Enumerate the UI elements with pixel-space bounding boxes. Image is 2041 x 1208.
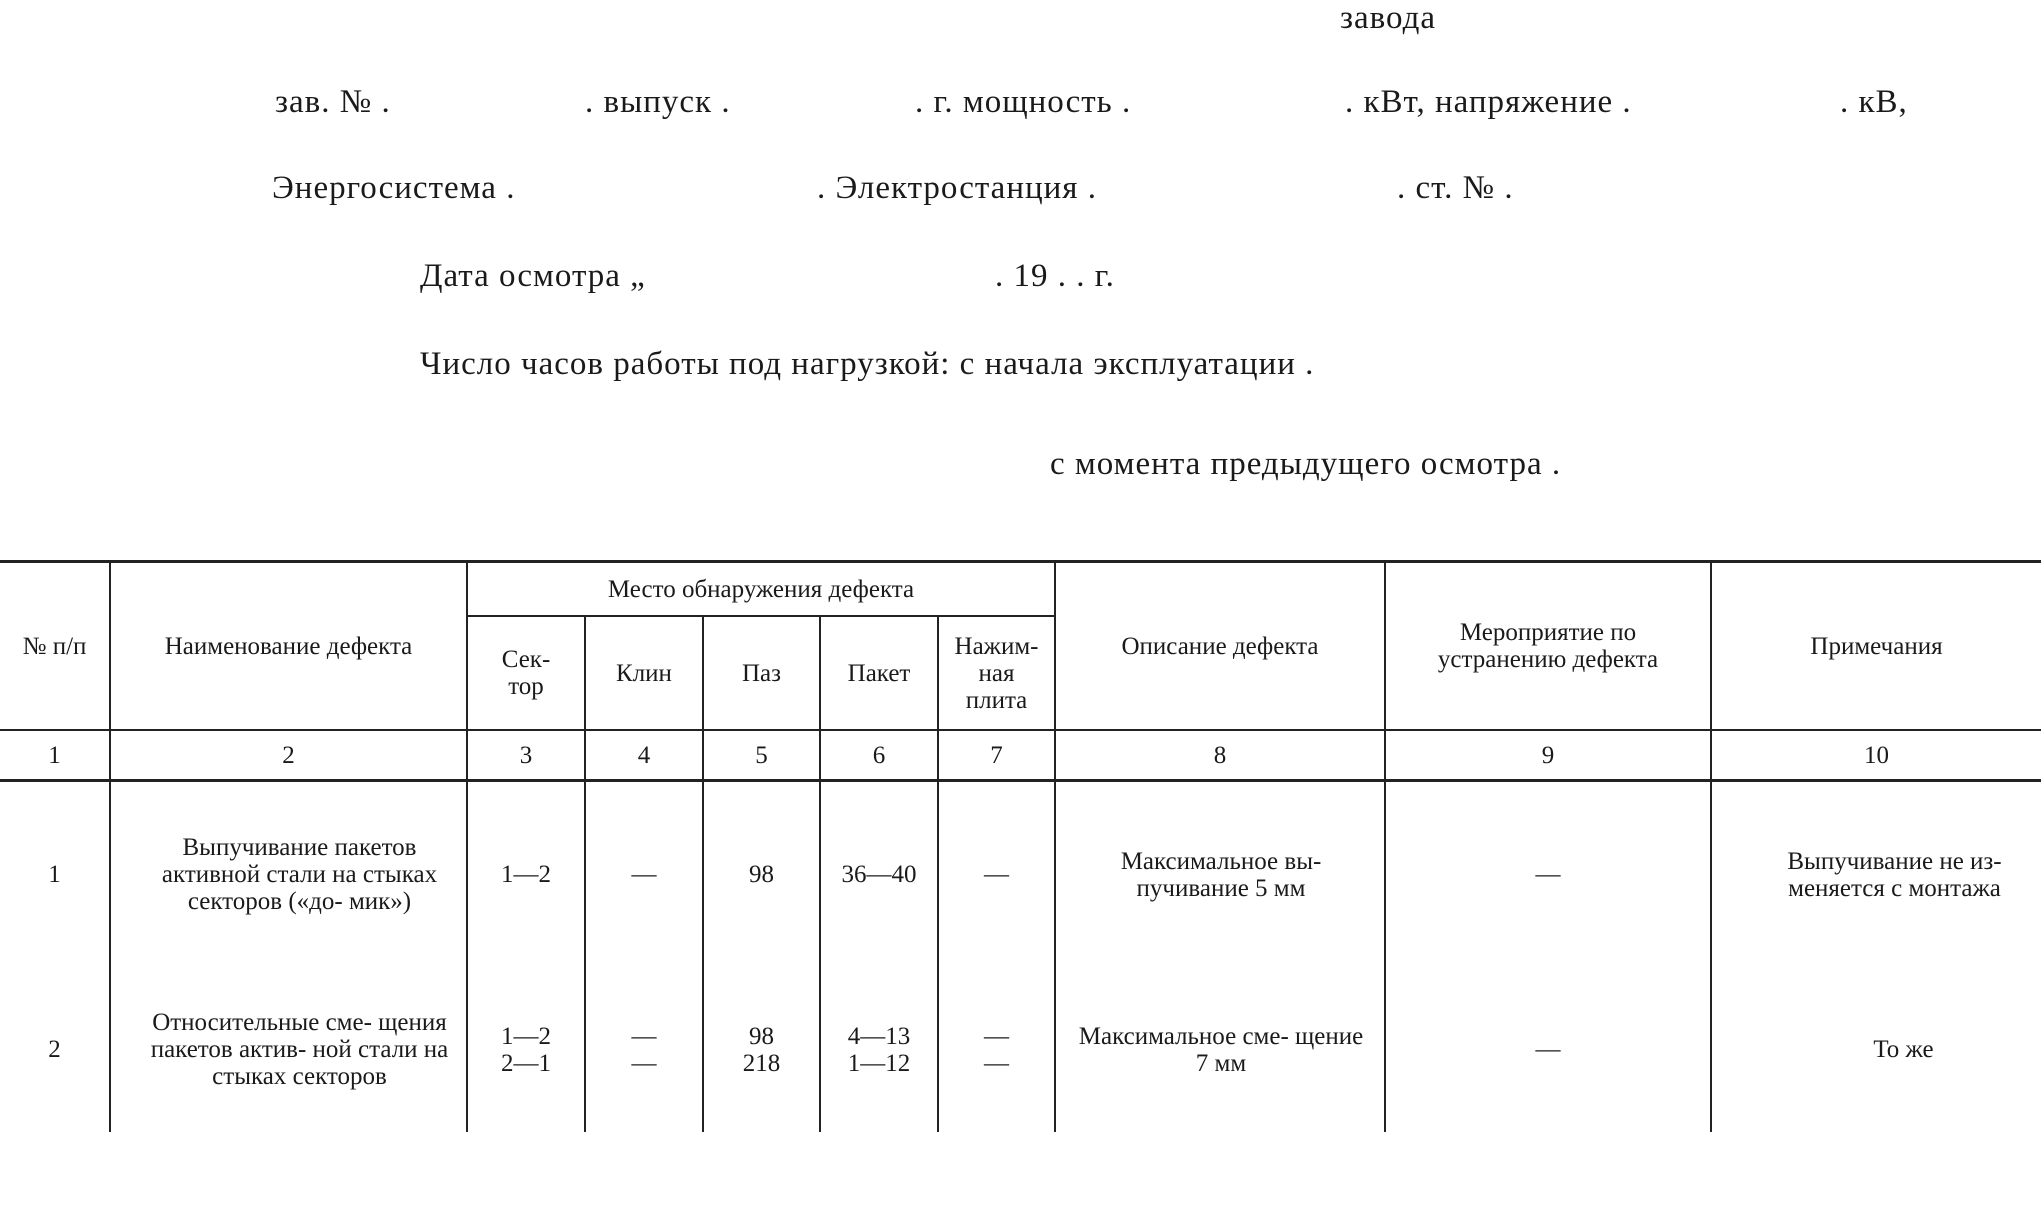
col-header-location-group: Место обнаружения дефекта	[467, 562, 1055, 617]
sector-value	[467, 967, 585, 1132]
packet-value-line: 1—12	[847, 1049, 911, 1077]
defect-description: Максимальное сме- щение 7 мм	[1055, 967, 1385, 1132]
wedge-value-line: —	[631, 1049, 657, 1077]
column-number: 9	[1385, 730, 1711, 781]
column-number: 4	[585, 730, 703, 781]
row-number: 2	[0, 967, 110, 1132]
inspection-date-year: . 19 . . г.	[995, 258, 1115, 294]
sector-value-line: 1—2	[501, 1022, 551, 1050]
defect-table	[0, 560, 2041, 1132]
column-number-row	[0, 730, 2041, 781]
slot-value-line: 218	[742, 1049, 781, 1077]
defect-name: Выпучивание пакетов активной стали на стыках секторов («до- мик»)	[110, 781, 467, 968]
hours-since-previous-label: с момента предыдущего осмотра .	[1050, 446, 1562, 482]
col-header-slot: Паз	[703, 616, 820, 730]
press-plate-value-line: —	[984, 1022, 1009, 1050]
year-power-label: . г. мощность .	[915, 84, 1132, 120]
powerplant-label: . Электростанция .	[817, 170, 1097, 206]
column-number: 1	[0, 730, 110, 781]
press-plate-value-line: —	[984, 1049, 1009, 1077]
col-header-sector: Сек- тор	[467, 616, 585, 730]
col-header-description: Описание дефекта	[1055, 562, 1385, 731]
slot-value-line: 98	[749, 1022, 774, 1050]
column-number: 3	[467, 730, 585, 781]
column-number: 6	[820, 730, 938, 781]
table-row	[0, 781, 2041, 968]
remedial-measure: —	[1385, 967, 1711, 1132]
table-row	[0, 967, 2041, 1132]
remedial-measure: —	[1385, 781, 1711, 968]
column-number: 2	[110, 730, 467, 781]
slot-value	[703, 967, 820, 1132]
col-header-press-plate: Нажим- ная плита	[938, 616, 1055, 730]
packet-value: 36—40	[820, 781, 938, 968]
serial-number-label: зав. № .	[275, 84, 391, 120]
col-header-notes: Примечания	[1711, 562, 2041, 731]
col-header-wedge: Клин	[585, 616, 703, 730]
defect-name: Относительные сме- щения пакетов актив- ной стали на стыках секторов	[110, 967, 467, 1132]
column-number: 5	[703, 730, 820, 781]
kw-voltage-label: . кВт, напряжение .	[1345, 84, 1632, 120]
sector-value: 1—2	[467, 781, 585, 968]
column-number: 8	[1055, 730, 1385, 781]
col-header-packet: Пакет	[820, 616, 938, 730]
energosystem-label: Энергосистема .	[272, 170, 516, 206]
col-header-measure: Мероприятие по устранению дефекта	[1385, 562, 1711, 731]
station-number-label: . ст. № .	[1397, 170, 1514, 206]
release-label: . выпуск .	[585, 84, 731, 120]
row-number: 1	[0, 781, 110, 968]
wedge-value	[585, 967, 703, 1132]
col-header-number: № п/п	[0, 562, 110, 731]
column-number: 10	[1711, 730, 2041, 781]
slot-value: 98	[703, 781, 820, 968]
inspection-date-label: Дата осмотра „	[420, 258, 646, 294]
note-text: Выпучивание не из- меняется с монтажа	[1711, 781, 2041, 968]
header-factory-word: завода	[1340, 0, 1437, 36]
sector-value-line: 2—1	[501, 1049, 551, 1077]
packet-value	[820, 967, 938, 1132]
defect-description: Максимальное вы- пучивание 5 мм	[1055, 781, 1385, 968]
press-plate-value	[938, 967, 1055, 1132]
column-number: 7	[938, 730, 1055, 781]
note-text: То же	[1711, 967, 2041, 1132]
packet-value-line: 4—13	[847, 1022, 911, 1050]
wedge-value-line: —	[631, 1022, 657, 1050]
hours-since-start-label: Число часов работы под нагрузкой: с начала эксплуатации .	[420, 346, 1315, 382]
wedge-value: —	[585, 781, 703, 968]
col-header-defect-name: Наименование дефекта	[110, 562, 467, 731]
press-plate-value: —	[938, 781, 1055, 968]
kv-label: . кВ,	[1840, 84, 1908, 120]
